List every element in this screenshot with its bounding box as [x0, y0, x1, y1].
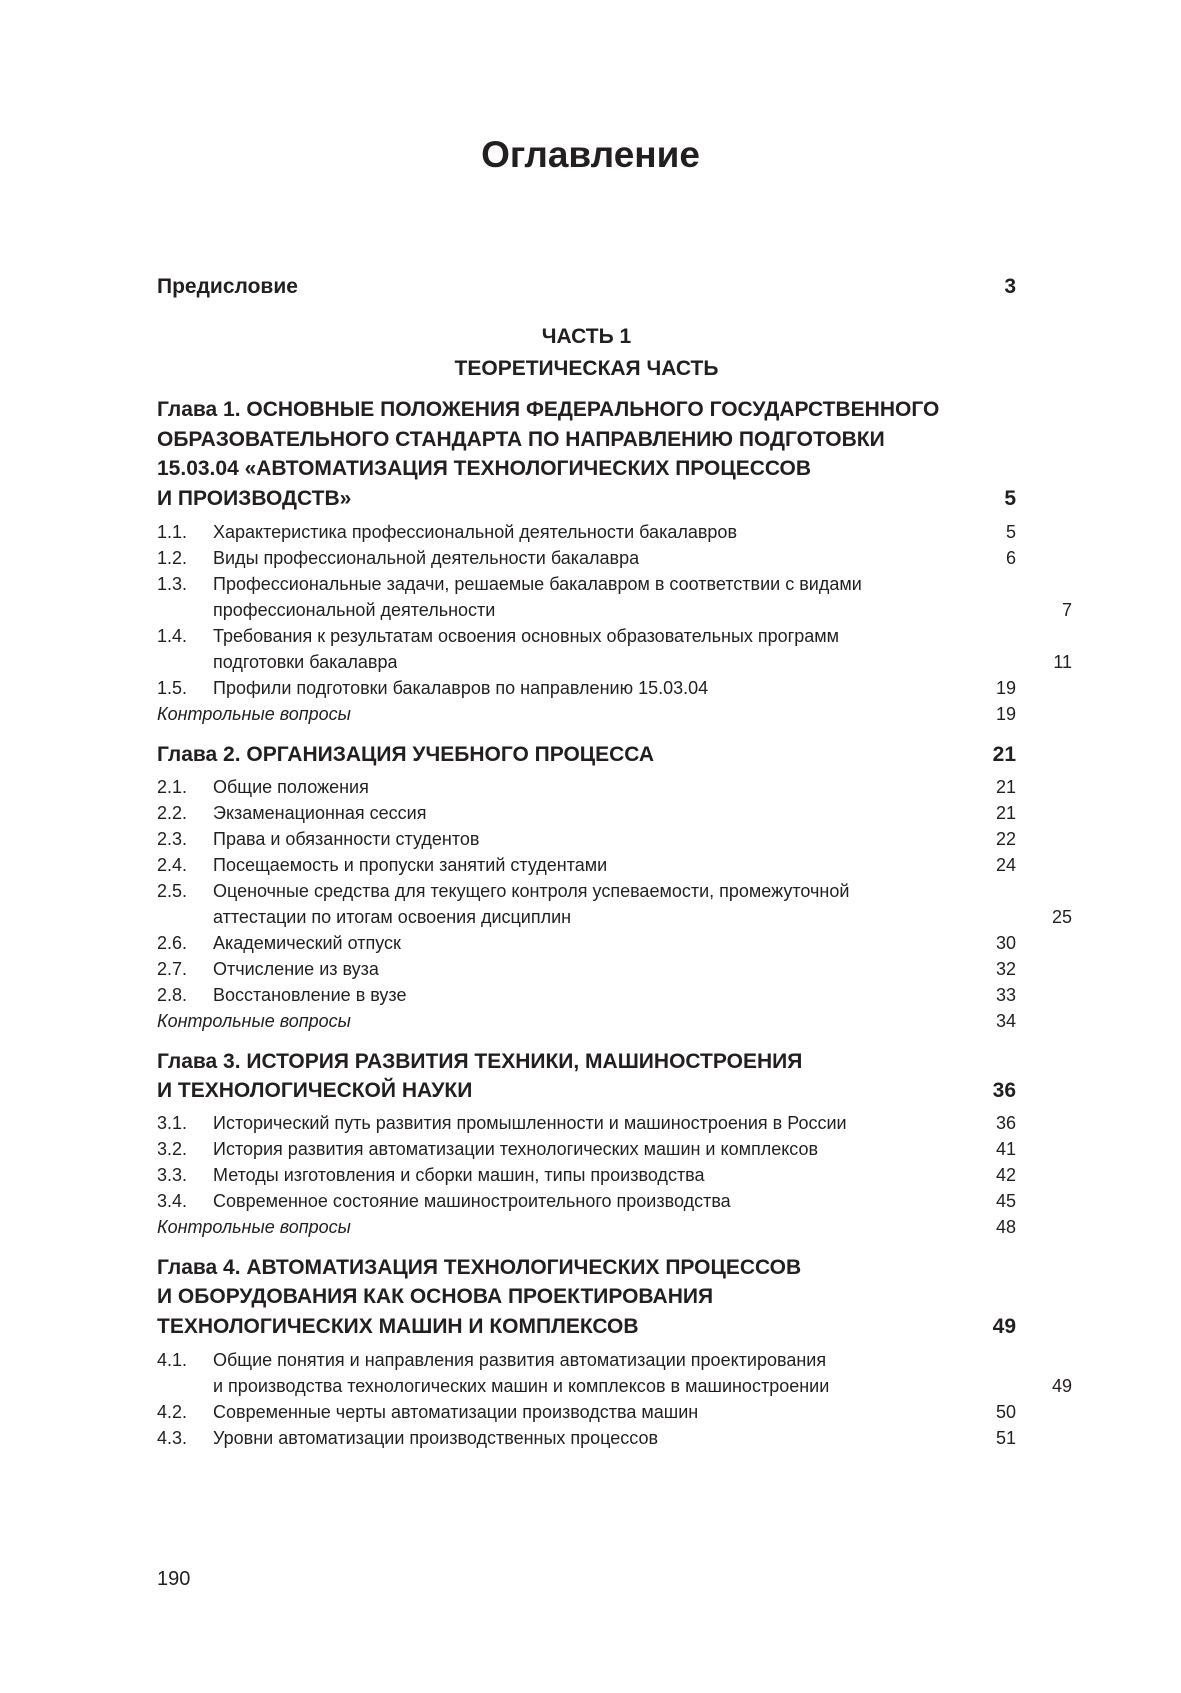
section-title: Профессиональные задачи, решаемые бакалавром в соответствии с видами — [213, 574, 862, 594]
toc-page-number: 11 — [1053, 652, 1072, 672]
toc-section-2-3[interactable] — [157, 826, 1016, 852]
toc-section-list — [157, 1110, 1016, 1240]
section-number: 2.3. — [157, 828, 188, 849]
toc-section-4-3[interactable] — [157, 1425, 1016, 1451]
toc-page-number: 51 — [995, 1428, 1016, 1448]
section-title: Виды профессиональной деятельности бакалавра — [213, 548, 640, 568]
toc-page-number: 6 — [1005, 548, 1016, 568]
toc-page-number: 36 — [992, 1079, 1016, 1102]
section-number: 1.5. — [157, 678, 188, 698]
page-title: Оглавление — [481, 134, 700, 175]
toc-section-1-1[interactable] — [157, 519, 1016, 545]
section-title: Академический отпуск — [213, 932, 401, 953]
toc-section-4-1[interactable] — [157, 1347, 1072, 1399]
chapter-title-line: ТЕХНОЛОГИЧЕСКИХ МАШИН И КОМПЛЕКСОВ — [157, 1314, 639, 1338]
section-title-continuation: профессиональной деятельности — [213, 600, 496, 620]
section-number: 1.2. — [157, 548, 188, 568]
toc-chapter-2[interactable] — [157, 740, 1016, 770]
chapter-title-line: Глава 1. ОСНОВНЫЕ ПОЛОЖЕНИЯ ФЕДЕРАЛЬНОГО ГОСУДАРСТВЕННОГО — [157, 398, 940, 421]
toc-chapter-1[interactable] — [157, 395, 1016, 513]
toc-section-1-3[interactable] — [157, 571, 1072, 623]
toc-section-list — [157, 519, 1072, 727]
chapter-title-line: 15.03.04 «АВТОМАТИЗАЦИЯ ТЕХНОЛОГИЧЕСКИХ ПРОЦЕССОВ — [157, 457, 812, 480]
toc-section-1-2[interactable] — [157, 545, 1016, 571]
toc-section-2-8[interactable] — [157, 982, 1016, 1008]
questions-label: Контрольные вопросы — [157, 1216, 351, 1237]
section-number: 4.1. — [157, 1350, 188, 1370]
toc-section-2-7[interactable] — [157, 956, 1016, 982]
page-number-footer: 190 — [157, 1568, 191, 1590]
section-number: 3.2. — [157, 1138, 188, 1159]
toc-page-number: 7 — [1061, 600, 1072, 620]
toc-page-number: 45 — [995, 1190, 1016, 1211]
section-number: 2.4. — [157, 854, 188, 875]
section-number: 2.8. — [157, 984, 188, 1005]
toc-page-number: 36 — [995, 1112, 1016, 1133]
section-title-continuation: и производства технологических машин и комплексов в машиностроении — [213, 1376, 830, 1396]
section-title: Восстановление в вузе — [213, 984, 407, 1005]
toc-section-2-6[interactable] — [157, 930, 1016, 956]
toc-page-number: 25 — [1051, 906, 1072, 927]
toc-page-number: 49 — [1051, 1376, 1072, 1396]
toc-page-number: 33 — [995, 984, 1016, 1005]
questions-label: Контрольные вопросы — [157, 704, 351, 724]
toc-page-number: 3 — [1004, 275, 1016, 298]
toc-page-number: 48 — [995, 1216, 1016, 1237]
section-title: Права и обязанности студентов — [213, 828, 480, 849]
section-number: 3.3. — [157, 1164, 188, 1185]
toc-section-4-2[interactable] — [157, 1399, 1016, 1425]
section-number: 3.1. — [157, 1112, 188, 1133]
toc-page-number: 5 — [1004, 486, 1016, 510]
toc-page-number: 21 — [995, 802, 1016, 823]
section-number: 3.4. — [157, 1190, 188, 1211]
section-number: 4.3. — [157, 1428, 188, 1448]
chapter-title-line: И ТЕХНОЛОГИЧЕСКОЙ НАУКИ — [157, 1079, 473, 1102]
toc-section-3-4[interactable] — [157, 1188, 1016, 1214]
toc-chapter-4[interactable] — [157, 1253, 1016, 1342]
toc-section-list — [157, 774, 1072, 1034]
toc-entry-preface[interactable] — [157, 272, 1016, 302]
toc-chapter-3[interactable] — [157, 1047, 1016, 1106]
part-label: ЧАСТЬ 1 — [541, 325, 632, 348]
toc-page-number: 21 — [995, 776, 1016, 797]
toc-section-2-5[interactable] — [157, 878, 1072, 930]
questions-label: Контрольные вопросы — [157, 1010, 351, 1031]
chapter-title-line: Глава 2. ОРГАНИЗАЦИЯ УЧЕБНОГО ПРОЦЕССА — [157, 743, 655, 766]
toc-page-number: 49 — [992, 1314, 1016, 1338]
section-number: 1.1. — [157, 522, 188, 542]
section-title: Отчисление из вуза — [213, 958, 379, 979]
toc-page-number: 30 — [995, 932, 1016, 953]
toc-section-3-2[interactable] — [157, 1136, 1016, 1162]
section-number: 2.7. — [157, 958, 188, 979]
section-title: Посещаемость и пропуски занятий студентами — [213, 854, 608, 875]
toc-page-number: 41 — [995, 1138, 1016, 1159]
chapter-title-line: И ОБОРУДОВАНИЯ КАК ОСНОВА ПРОЕКТИРОВАНИЯ — [157, 1285, 714, 1308]
section-number: 2.6. — [157, 932, 188, 953]
toc-page-number: 5 — [1005, 522, 1016, 542]
section-title: Исторический путь развития промышленности и машиностроения в России — [213, 1112, 847, 1133]
section-title: Экзаменационная сессия — [213, 802, 427, 823]
section-title: Профили подготовки бакалавров по направлению 15.03.04 — [213, 678, 709, 698]
toc-page-number: 24 — [995, 854, 1016, 875]
section-title-continuation: подготовки бакалавра — [213, 652, 398, 672]
toc-section-2-2[interactable] — [157, 800, 1016, 826]
toc-page-number: 22 — [995, 828, 1016, 849]
section-title: Общие положения — [213, 776, 369, 797]
toc-questions-ch1[interactable] — [157, 701, 1016, 727]
section-title: История развития автоматизации технологических машин и комплексов — [213, 1138, 819, 1159]
section-title: Современное состояние машиностроительного производства — [213, 1190, 731, 1211]
section-number: 1.3. — [157, 574, 188, 594]
section-number: 2.1. — [157, 776, 188, 797]
toc-section-1-4[interactable] — [157, 623, 1072, 675]
section-title: Современные черты автоматизации производства машин — [213, 1402, 699, 1422]
section-number: 4.2. — [157, 1402, 188, 1422]
toc-section-3-1[interactable] — [157, 1110, 1016, 1136]
section-title: Уровни автоматизации производственных процессов — [213, 1428, 659, 1448]
toc-section-1-5[interactable] — [157, 675, 1016, 701]
section-title-continuation: аттестации по итогам освоения дисциплин — [213, 906, 572, 927]
chapter-title-line: И ПРОИЗВОДСТВ» — [157, 486, 352, 510]
toc-section-2-1[interactable] — [157, 774, 1016, 800]
toc-page-number: 50 — [995, 1402, 1016, 1422]
toc-page-number: 32 — [995, 958, 1016, 979]
table-of-contents — [157, 272, 1072, 1451]
part-title: ТЕОРЕТИЧЕСКАЯ ЧАСТЬ — [454, 357, 719, 380]
section-title: Требования к результатам освоения основных образовательных программ — [213, 626, 839, 646]
section-title: Методы изготовления и сборки машин, типы производства — [213, 1164, 705, 1185]
section-number: 2.2. — [157, 802, 188, 823]
section-title: Оценочные средства для текущего контроля успеваемости, промежуточной — [213, 880, 850, 901]
toc-page-number: 42 — [995, 1164, 1016, 1185]
section-number: 2.5. — [157, 880, 188, 901]
section-title: Общие понятия и направления развития автоматизации проектирования — [213, 1350, 827, 1370]
chapter-title-line: Глава 3. ИСТОРИЯ РАЗВИТИЯ ТЕХНИКИ, МАШИНОСТРОЕНИЯ — [157, 1049, 803, 1073]
toc-page-number: 21 — [992, 743, 1016, 766]
toc-section-2-4[interactable] — [157, 852, 1016, 878]
toc-page-number: 34 — [995, 1010, 1016, 1031]
section-number: 1.4. — [157, 626, 188, 646]
toc-entry-label: Предисловие — [157, 275, 298, 298]
toc-page-number: 19 — [995, 704, 1016, 724]
toc-questions-ch2[interactable] — [157, 1008, 1016, 1034]
toc-page-number: 19 — [995, 678, 1016, 698]
section-title: Характеристика профессиональной деятельности бакалавров — [213, 522, 738, 542]
chapter-title-line: Глава 4. АВТОМАТИЗАЦИЯ ТЕХНОЛОГИЧЕСКИХ ПРОЦЕССОВ — [157, 1255, 802, 1279]
toc-section-3-3[interactable] — [157, 1162, 1016, 1188]
toc-questions-ch3[interactable] — [157, 1214, 1016, 1240]
chapter-title-line: ОБРАЗОВАТЕЛЬНОГО СТАНДАРТА ПО НАПРАВЛЕНИЮ ПОДГОТОВКИ — [157, 427, 885, 451]
toc-section-list — [157, 1347, 1072, 1451]
